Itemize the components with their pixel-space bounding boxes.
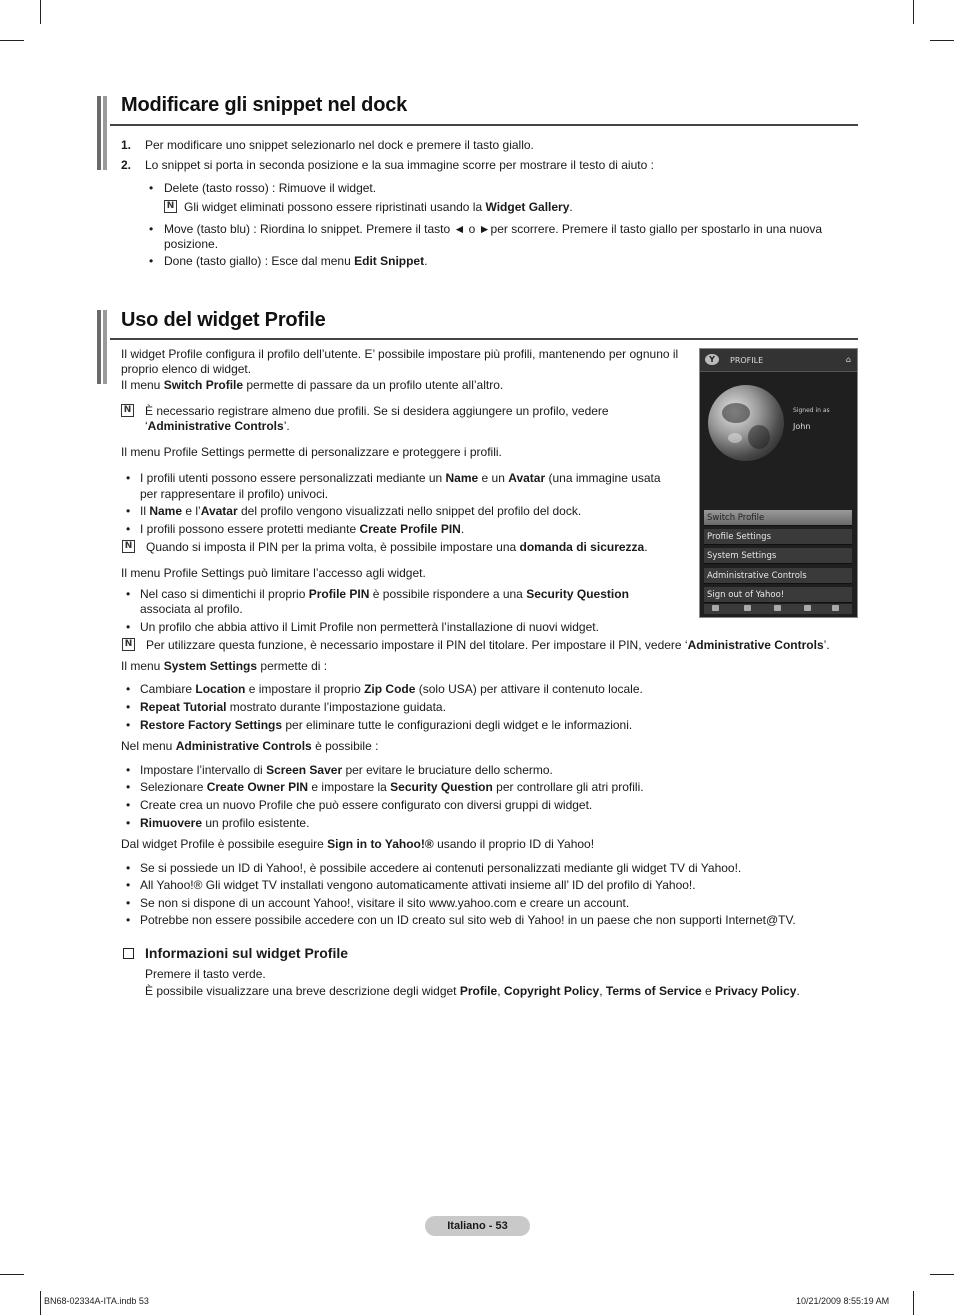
bullet: • (126, 718, 131, 732)
list-item: Create crea un nuovo Profile che può essere configurato con diversi gruppi di widget. (140, 798, 593, 812)
crop-mark (913, 1291, 914, 1315)
list-item: Nel caso si dimentichi il proprio Profile PIN è possibile rispondere a una Security Question (140, 587, 629, 601)
note-text: ‘Administrative Controls’. (145, 419, 290, 433)
paragraph: Il menu Profile Settings può limitare l’accesso agli widget. (121, 566, 426, 580)
list-item: Impostare l’intervallo di Screen Saver per evitare le bruciature dello schermo. (140, 763, 553, 777)
section-rule (110, 338, 858, 340)
list-item: associata al profilo. (140, 602, 243, 616)
list-item: Se si possiede un ID di Yahoo!, è possibile accedere ai contenuti personalizzati mediante gli widget TV di Yahoo!. (140, 861, 742, 875)
bullet: • (149, 254, 154, 268)
checkbox-square-icon (123, 948, 134, 959)
list-item: Potrebbe non essere possibile accedere con un ID creato sul sito web di Yahoo! in un paese che non supporti Internet@TV. (140, 913, 796, 927)
subsection-title: Informazioni sul widget Profile (145, 945, 349, 961)
tv-header (700, 349, 857, 372)
bullet: • (126, 861, 131, 875)
yahoo-logo-icon: Y (705, 354, 719, 365)
bullet: • (126, 896, 131, 910)
step-text: Per modificare uno snippet selezionarlo nel dock e premere il tasto giallo. (145, 138, 534, 152)
tv-menu-switch-profile[interactable]: Switch Profile (704, 510, 852, 526)
section-title-snippet: Modificare gli snippet nel dock (121, 94, 408, 116)
crop-mark (930, 40, 954, 41)
list-item: Move (tasto blu) : Riordina lo snippet. Premere il tasto ◄ o ►per scorrere. Premere il tasto giallo per spostarlo in una nuova (164, 222, 823, 236)
note-icon: N (122, 638, 135, 651)
tv-menu-system-settings[interactable]: System Settings (704, 548, 852, 564)
list-item: All Yahoo!® Gli widget TV installati vengono automaticamente attivati insieme all’ ID del profilo di Yahoo!. (140, 878, 696, 892)
footer-file-label: BN68-02334A-ITA.indb 53 (44, 1296, 149, 1306)
paragraph: Dal widget Profile è possibile eseguire Sign in to Yahoo!® usando il proprio ID di Yahoo! (121, 837, 595, 851)
bullet: • (126, 620, 131, 634)
note-text: Gli widget eliminati possono essere ripristinati usando la Widget Gallery. (184, 200, 573, 214)
list-item: Cambiare Location e impostare il proprio Zip Code (solo USA) per attivare il contenuto locale. (140, 682, 643, 696)
section-marker (97, 96, 109, 170)
list-item: I profili possono essere protetti mediante Create Profile PIN. (140, 522, 465, 536)
paragraph: Il menu System Settings permette di : (121, 659, 328, 673)
bullet: • (126, 522, 131, 536)
note-text: Quando si imposta il PIN per la prima volta, è possibile impostare una domanda di sicurezza. (146, 540, 648, 554)
bullet: • (126, 700, 131, 714)
note-text: Per utilizzare questa funzione, è necessario impostare il PIN del titolare. Per impostare il PIN, vedere ‘Administrative Controls’. (146, 638, 830, 652)
section-rule (110, 124, 858, 126)
list-item: Restore Factory Settings per eliminare tutte le configurazioni degli widget e le informazioni. (140, 718, 633, 732)
section-title-profile: Uso del widget Profile (121, 309, 326, 331)
paragraph: Il widget Profile configura il profilo dell’utente. E’ possibile impostare più profili, mantenendo per ognuno il (121, 347, 679, 361)
note-icon: N (121, 404, 134, 417)
bullet: • (126, 780, 131, 794)
list-item: Repeat Tutorial mostrato durante l’impostazione guidata. (140, 700, 446, 714)
bullet: • (126, 816, 131, 830)
bullet: • (126, 798, 131, 812)
step-number: 2. (121, 158, 132, 172)
list-item: per rappresentare il profilo) univoci. (140, 487, 329, 501)
bullet: • (126, 587, 131, 601)
crop-mark (40, 0, 41, 24)
list-item: Done (tasto giallo) : Esce dal menu Edit Snippet. (164, 254, 428, 268)
paragraph: Nel menu Administrative Controls è possibile : (121, 739, 379, 753)
bullet: • (126, 504, 131, 518)
bullet: • (149, 181, 154, 195)
crop-mark (40, 1291, 41, 1315)
tv-menu-administrative-controls[interactable]: Administrative Controls (704, 568, 852, 584)
signed-in-label: Signed in as (793, 407, 830, 414)
paragraph: È possibile visualizzare una breve descrizione degli widget Profile, Copyright Policy, Terms of Service e Privacy Policy. (145, 984, 800, 998)
bullet: • (126, 878, 131, 892)
section-marker (97, 310, 109, 384)
home-icon: ⌂ (845, 355, 851, 364)
paragraph: proprio elenco di widget. (121, 362, 252, 376)
list-item: Rimuovere un profilo esistente. (140, 816, 310, 830)
crop-mark (913, 0, 914, 24)
list-item: Un profilo che abbia attivo il Limit Profile non permetterà l’installazione di nuovi widget. (140, 620, 599, 634)
crop-mark (0, 1274, 24, 1275)
bullet: • (126, 471, 131, 485)
list-item: Se non si dispone di un account Yahoo!, visitare il sito www.yahoo.com e creare un account. (140, 896, 630, 910)
tv-title: PROFILE (730, 356, 764, 365)
paragraph: Il menu Profile Settings permette di personalizzare e proteggere i profili. (121, 445, 502, 459)
note-icon: N (164, 200, 177, 213)
tv-menu-sign-out[interactable]: Sign out of Yahoo! (704, 587, 852, 603)
list-item: posizione. (164, 237, 219, 251)
globe-avatar-icon (708, 385, 784, 461)
bullet: • (126, 913, 131, 927)
tv-profile-screenshot (699, 348, 858, 618)
note-text: È necessario registrare almeno due profili. Se si desidera aggiungere un profilo, vedere (145, 404, 609, 418)
list-item: Il Name e l’Avatar del profilo vengono visualizzati nello snippet del profilo del dock. (140, 504, 582, 518)
user-name: John (793, 422, 811, 431)
step-text: Lo snippet si porta in seconda posizione e la sua immagine scorre per mostrare il testo di aiuto : (145, 158, 654, 172)
crop-mark (0, 40, 24, 41)
footer-datetime: 10/21/2009 8:55:19 AM (796, 1296, 890, 1306)
bullet: • (149, 222, 154, 236)
tv-menu-profile-settings[interactable]: Profile Settings (704, 529, 852, 545)
paragraph: Premere il tasto verde. (145, 967, 266, 981)
note-icon: N (122, 540, 135, 553)
list-item: I profili utenti possono essere personalizzati mediante un Name e un Avatar (una immagine usata (140, 471, 661, 485)
page-number-badge: Italiano - 53 (425, 1216, 530, 1236)
crop-mark (930, 1274, 954, 1275)
bullet: • (126, 682, 131, 696)
list-item: Selezionare Create Owner PIN e impostare la Security Question per controllare gli atri profili. (140, 780, 644, 794)
tv-footer-icons (704, 604, 852, 614)
paragraph: Il menu Switch Profile permette di passare da un profilo utente all’altro. (121, 378, 504, 392)
list-item: Delete (tasto rosso) : Rimuove il widget. (164, 181, 377, 195)
step-number: 1. (121, 138, 132, 152)
bullet: • (126, 763, 131, 777)
